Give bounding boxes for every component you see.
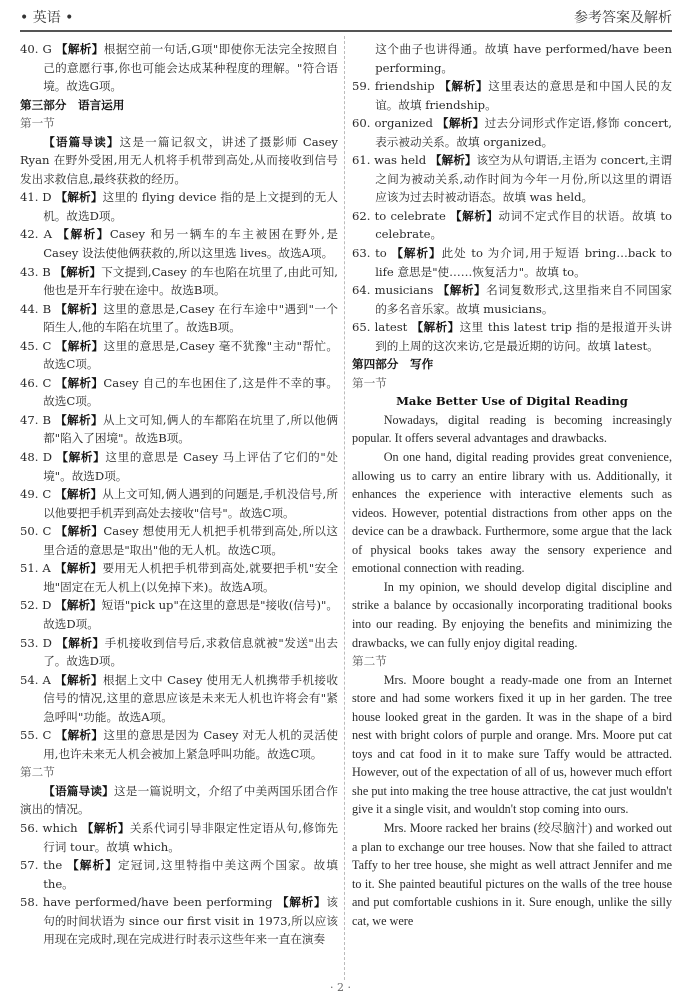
answer-item xyxy=(20,596,338,633)
left-column xyxy=(20,40,338,949)
right-column xyxy=(352,40,672,930)
answer-item xyxy=(20,40,338,96)
answer-item xyxy=(20,634,338,671)
explanation-text: 这里的意思是,Casey 毫不犹豫"主动"帮忙。故选C项。 xyxy=(43,338,338,372)
explanation-text: 要用无人机把手机带到高处,就要把手机"安全地"固定在无人机上(以免掉下来)。故选A项。 xyxy=(43,561,338,594)
explanation-text: 该空为从句谓语,主语为 concert,主谓之间为被动关系,动作时间为今年一月份,所以这里的谓语应该为过去时被动语态。故填 was held。 xyxy=(375,153,672,205)
answer-number: 54. A xyxy=(20,672,55,687)
analysis-label: 【解析】 xyxy=(55,375,104,390)
analysis-label: 【解析】 xyxy=(391,246,442,261)
analysis-label: 【解析】 xyxy=(67,858,118,873)
analysis-label: 【解析】 xyxy=(55,672,104,687)
answer-item xyxy=(352,281,672,318)
explanation-text: 从上文可知,俩人的车都陷在坑里了,所以他俩都"陷入了困境"。故选B项。 xyxy=(43,412,338,446)
analysis-label: 【解析】 xyxy=(55,487,103,502)
explanation-text: 这里的意思是,Casey 在行车途中"遇到"一个陌生人,他的车陷在坑里了。故选B项。 xyxy=(43,301,338,335)
answer-item xyxy=(20,559,338,596)
answer-number: 44. B xyxy=(20,301,56,316)
answer-number: 41. D xyxy=(20,190,56,205)
answer-item xyxy=(20,856,338,893)
answer-number: 56. which xyxy=(20,820,82,835)
explanation-text: 该句的时间状语为 since our first visit in 1973,所以应该用现在完成时,现在完成进行时表示这些年来一直在演奏 xyxy=(43,895,338,947)
analysis-label: 【解析】 xyxy=(55,412,103,427)
column-divider xyxy=(344,36,345,980)
explanation-text: 动词不定式作目的状语。故填 to celebrate。 xyxy=(375,208,672,242)
explanation-text: Casey 和另一辆车的车主被困在野外,是 Casey 设法使他俩获救的,所以这里选 lives。故选A项。 xyxy=(43,227,338,261)
answer-number: 65. latest xyxy=(352,320,412,335)
answer-item xyxy=(352,77,672,114)
intro-label: 【语篇导读】 xyxy=(43,134,120,149)
subject-label: • 英语 • xyxy=(20,10,74,26)
explanation-text: 根据上文中 Casey 使用无人机携带手机接收信号的情况,这里的意思应该是未来无人机也许将会有"紧急呼叫"功能。故选A项。 xyxy=(43,672,338,724)
answer-number: 40. G xyxy=(20,42,56,56)
intro-text: 这是一篇记叙文，讲述了摄影师 Casey Ryan 在野外受困,用无人机将手机带到高处,从而接收到信号发出求救信息,最终获救的经历。 xyxy=(20,134,338,186)
explanation-text: 下文提到,Casey 的车也陷在坑里了,由此可知,他也是开车行驶在途中。故选B项。 xyxy=(43,264,338,298)
answer-item xyxy=(20,819,338,856)
passage-intro xyxy=(20,782,338,819)
answer-number: 59. friendship xyxy=(352,79,440,94)
part-heading: 第四部分 写作 xyxy=(352,357,434,372)
answer-item xyxy=(20,374,338,411)
part-heading: 第三部分 语言运用 xyxy=(20,97,125,112)
analysis-label: 【解析】 xyxy=(55,338,104,353)
analysis-label: 【解析】 xyxy=(411,320,460,335)
answer-item xyxy=(352,318,672,355)
passage-intro xyxy=(20,133,338,189)
answer-number: 50. C xyxy=(20,524,56,539)
explanation-text: Casey 自己的车也困住了,这是件不幸的事。故选C项。 xyxy=(43,375,339,409)
answer-number: 53. D xyxy=(20,635,57,650)
analysis-label: 【解析】 xyxy=(55,301,104,316)
answer-number: 57. the xyxy=(20,858,68,873)
analysis-label: 【解析】 xyxy=(276,895,327,910)
answer-item xyxy=(20,726,338,763)
intro-text: 这是一篇说明文，介绍了中美两国乐团合作演出的情况。 xyxy=(20,783,338,817)
answer-number: 43. B xyxy=(20,264,55,279)
analysis-label: 【解析】 xyxy=(437,283,487,298)
analysis-label: 【解析】 xyxy=(55,190,103,205)
explanation-text: 这里的意思是因为 Casey 对无人机的灵活使用,也许未来无人机会被加上紧急呼叫功能。故选C项。 xyxy=(43,728,339,761)
answer-number: 58. have performed/have been performing xyxy=(20,895,277,910)
answer-number: 48. D xyxy=(20,450,57,465)
answer-number: 62. to celebrate xyxy=(352,208,451,223)
answer-item xyxy=(20,225,338,262)
analysis-label: 【解析】 xyxy=(429,153,477,168)
answer-number: 64. musicians xyxy=(352,283,438,298)
answer-number: 45. C xyxy=(20,338,56,353)
section-heading: 第一节 xyxy=(352,375,387,390)
explanation-text: Casey 想使用无人机把手机带到高处,所以这里合适的意思是"取出"他的无人机。故选C项。 xyxy=(43,524,339,557)
essay-paragraph: Nowadays, digital reading is becoming increasingly popular. It offers several advantages and drawbacks. xyxy=(352,412,672,446)
answer-item xyxy=(20,448,338,485)
answer-item xyxy=(352,114,672,151)
continued-item: 这个曲子也讲得通。故填 have performed/have been performing。 xyxy=(375,42,672,75)
explanation-text: 这里 this latest trip 指的是报道开头讲到的上周的这次来访,它是最近期的访问。故填 latest。 xyxy=(375,320,672,353)
answer-number: 61. was held xyxy=(352,153,430,168)
analysis-label: 【解析】 xyxy=(436,116,485,131)
analysis-label: 【解析】 xyxy=(81,820,130,835)
explanation-text: 关系代词引导非限定性定语从句,修饰先行词 tour。故填 which。 xyxy=(43,820,338,854)
answer-number: 52. D xyxy=(20,598,56,613)
analysis-label: 【解析】 xyxy=(57,227,110,242)
answer-item xyxy=(352,244,672,281)
page-header xyxy=(20,6,672,32)
analysis-label: 【解析】 xyxy=(54,561,103,576)
section-heading: 第二节 xyxy=(352,654,387,669)
explanation-text: 短语"pick up"在这里的意思是"接收(信号)"。故选D项。 xyxy=(43,598,338,631)
answer-number: 47. B xyxy=(20,412,56,427)
answer-item xyxy=(20,263,338,300)
answer-item xyxy=(20,337,338,374)
explanation-text: 这里表达的意思是和中国人民的友谊。故填 friendship。 xyxy=(375,79,672,112)
section-title: 参考答案及解析 xyxy=(574,10,672,26)
analysis-label: 【解析】 xyxy=(55,524,104,539)
analysis-label: 【解析】 xyxy=(439,79,489,94)
explanation-text: 这里的意思是 Casey 马上评估了它们的"处境"。故选D项。 xyxy=(43,450,338,483)
explanation-text: 从上文可知,俩人遇到的问题是,手机没信号,所以他要把手机弄到高处去接收"信号"。故选C项。 xyxy=(43,487,338,520)
essay-paragraph: In my opinion, we should develop digital discipline and strike a balance by occasionally incorporating traditional books into our reading. By enjoying the benefits and minimizing the drawbacks, we can fully enjoy digital reading. xyxy=(352,579,672,650)
answer-item xyxy=(352,207,672,244)
answer-item xyxy=(20,893,338,949)
answer-item xyxy=(20,188,338,225)
analysis-label: 【解析】 xyxy=(56,450,106,465)
section-heading: 第二节 xyxy=(20,765,55,780)
analysis-label: 【解析】 xyxy=(55,728,104,743)
analysis-label: 【解析】 xyxy=(56,635,105,650)
answer-item xyxy=(20,522,338,559)
answer-item xyxy=(20,411,338,448)
answer-item xyxy=(20,485,338,522)
answer-item xyxy=(352,151,672,207)
analysis-label: 【解析】 xyxy=(54,264,102,279)
explanation-text: 根据空前一句话,G项"即使你无法完全按照自己的意愿行事,你也可能会达成某种程度的理解。"符合语境。故选G项。 xyxy=(43,42,338,94)
explanation-text: 过去分词形式作定语,修饰 concert,表示被动关系。故填 organized。 xyxy=(375,116,672,149)
answer-number: 63. to xyxy=(352,246,392,261)
intro-label: 【语篇导读】 xyxy=(43,783,114,798)
answer-number: 51. A xyxy=(20,561,55,576)
essay-title: Make Better Use of Digital Reading xyxy=(396,394,628,409)
answer-item xyxy=(20,671,338,727)
essay-paragraph: On one hand, digital reading provides great convenience, allowing us to carry an entire library with us. Additionally, it enhances the experience with interactive elements such as videos. However, potential distractions from other apps on the device can be a drawback. Furthermore, some argue that the lack of physical books takes away the sensory experience and emotional connection with reading. xyxy=(352,450,672,576)
explanation-text: 此处 to 为介词,用于短语 bring…back to life 意思是"使……恢复活力"。故填 to。 xyxy=(375,246,672,279)
analysis-label: 【解析】 xyxy=(55,42,104,56)
answer-number: 42. A xyxy=(20,227,58,242)
answer-number: 49. C xyxy=(20,487,56,502)
explanation-text: 定冠词,这里特指中美这两个国家。故填 the。 xyxy=(43,858,338,891)
answer-number: 55. C xyxy=(20,728,56,743)
section-heading: 第一节 xyxy=(20,116,55,131)
page-number: · 2 · xyxy=(330,981,351,994)
explanation-text: 名词复数形式,这里指来自不同国家的多名音乐家。故填 musicians。 xyxy=(375,283,672,316)
answer-number: 46. C xyxy=(20,375,56,390)
answer-item xyxy=(20,300,338,337)
analysis-label: 【解析】 xyxy=(55,598,102,613)
essay-paragraph: Mrs. Moore racked her brains (绞尽脑汁) and worked out a plan to exchange our tree houses. Now that she failed to attract Taffy to her tree house, she might as well attract Jennifer and me to it. She painted beautiful pictures on the walls of the tree house and put comfortable cushions in it. Sure enough, unlike the silly cat, we were xyxy=(352,820,672,928)
essay-paragraph: Mrs. Moore bought a ready-made one from an Internet store and had some workers fixed it up in her garden. The tree house looked great in the garden. It was in the shape of a bird nest with bright colors of purple and orange. Mrs. Moore put cat toys and cat food in it to make sure Taffy would be attracted. However, out of the expectation of all of us, however much effort she put into making the tree house attractive, the cat just wouldn't give it a single visit, and wouldn't stop coming into ours. xyxy=(352,672,672,817)
analysis-label: 【解析】 xyxy=(450,208,499,223)
answer-number: 60. organized xyxy=(352,116,437,131)
explanation-text: 这里的 flying device 指的是上文提到的无人机。故选D项。 xyxy=(43,190,338,223)
explanation-text: 手机接收到信号后,求救信息就被"发送"出去了。故选D项。 xyxy=(43,635,338,669)
